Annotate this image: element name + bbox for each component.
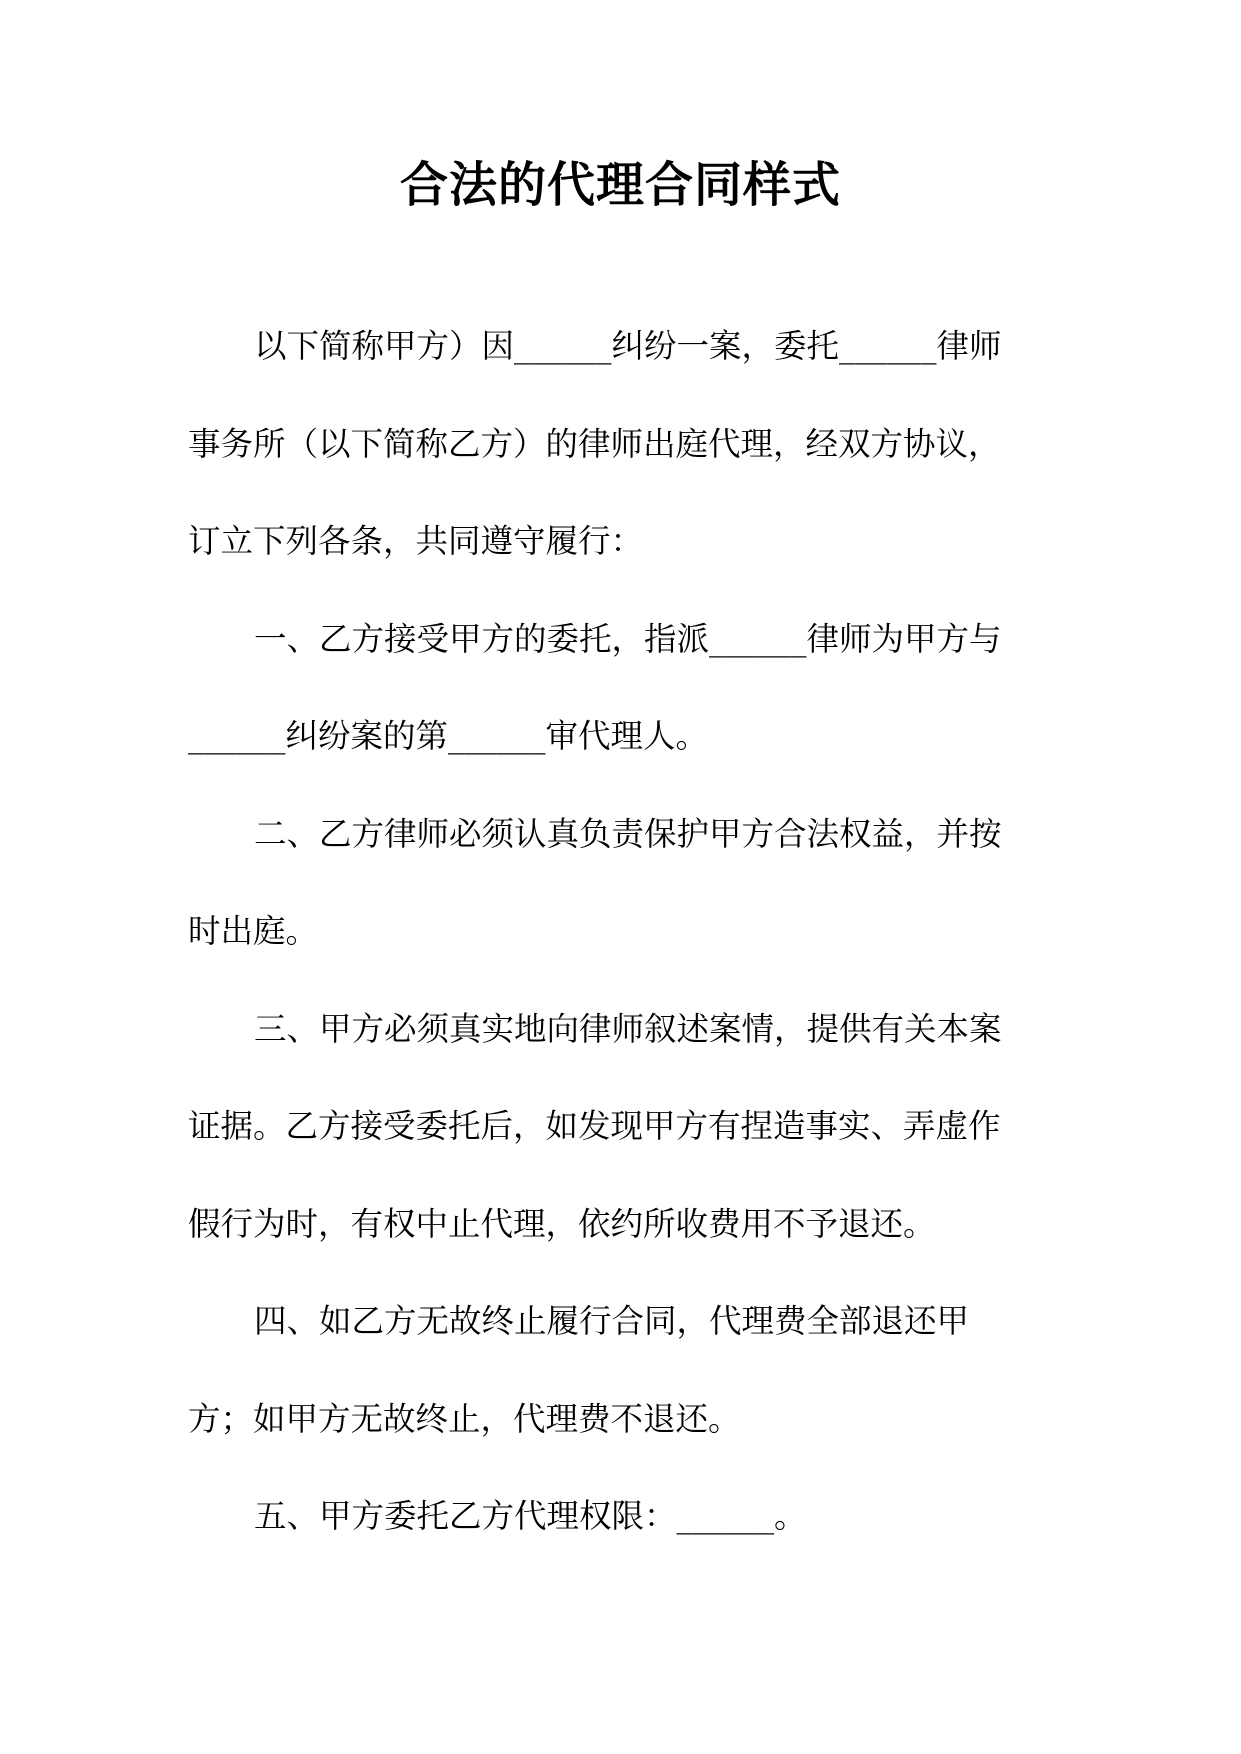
document-body — [188, 298, 1028, 1566]
body-line-4: 一、乙方接受甲方的委托，指派______律师为甲方与 — [254, 619, 1002, 658]
body-line-3: 订立下列各条，共同遵守履行： — [188, 522, 644, 560]
body-line-5: ______纠纷案的第______审代理人。 — [188, 717, 709, 755]
paragraph-clause-1 — [188, 591, 1028, 786]
body-line-2: 事务所（以下简称乙方）的律师出庭代理，经双方协议， — [188, 424, 1001, 463]
body-line-13: 五、甲方委托乙方代理权限：______。 — [254, 1497, 807, 1535]
paragraph-clause-5 — [188, 1468, 1028, 1566]
body-line-1: 以下简称甲方）因______纠纷一案，委托______律师 — [254, 327, 1002, 365]
body-line-11: 四、如乙方无故终止履行合同，代理费全部退还甲 — [254, 1302, 970, 1340]
paragraph-clause-4 — [188, 1273, 1028, 1468]
body-line-7: 时出庭。 — [188, 912, 319, 950]
body-line-12: 方；如甲方无故终止，代理费不退还。 — [188, 1399, 741, 1438]
paragraph-clause-3 — [188, 981, 1028, 1274]
body-line-8: 三、甲方必须真实地向律师叙述案情，提供有关本案 — [254, 1009, 1002, 1048]
document-title: 合法的代理合同样式 — [399, 157, 841, 213]
paragraph-clause-2 — [188, 786, 1028, 981]
paragraph-intro — [188, 298, 1028, 591]
body-line-6: 二、乙方律师必须认真负责保护甲方合法权益，并按 — [254, 814, 1002, 853]
body-line-9: 证据。乙方接受委托后，如发现甲方有捏造事实、弄虚作 — [188, 1107, 1001, 1145]
body-line-10: 假行为时，有权中止代理，依约所收费用不予退还。 — [188, 1204, 936, 1243]
